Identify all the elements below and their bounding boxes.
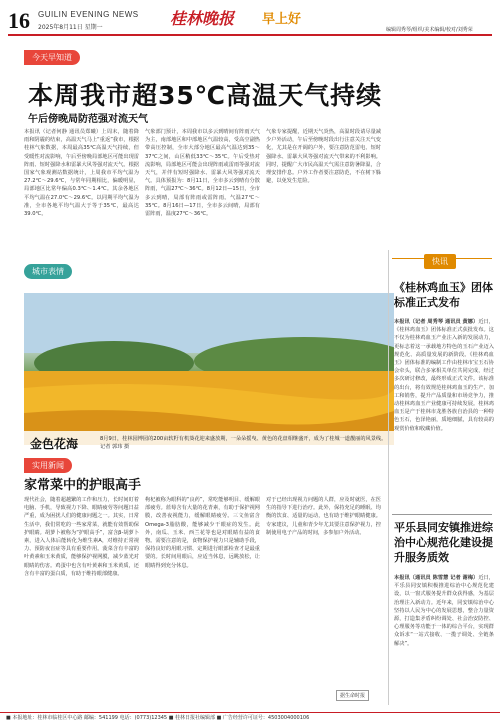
story1-byline: 本报讯（记者 周秀琴 通讯员 黄娜） [394,319,479,325]
story2-byline: 本报讯（通讯员 陈雪慧 记者 谢梅） [394,575,479,581]
article1-col3: 气象专家提醒，近期天气炎热，高温时段请尽量减少户外活动，午后至傍晚时段出行注意关注天气变化，尤其是在开阔的户外，要注意防范雷电、短时强降水、雷暴大风等强对流天气带来的不利影响。同时，提醒广大市民高温天气需注意防暑降温，合理安排作息。户外工作者要注意防范，不在树下躲避，以免发生危险。 [266,129,381,185]
headline: 本周我市超35℃高温天气持续 [28,81,383,110]
story1-text: 近日，《桂林鸡血玉》团体标准正式获批发布。这不仅为桂林鸡血玉产业注入新的发展动力，更标志着这一承载地方特色的玉石产业迈入规范化、高质量发展的新阶段。《桂林鸡血玉》团体标准的编制工作由桂林市宝玉石协会牵头，联合多家相关单位共同完成，经过多次研讨修改，最终形成正式文件。该标准的出台，将有效规范桂林鸡血玉的生产、加工和销售，提升产品质量和市场竞争力，推动桂林鸡血玉产业健康可持续发展。桂林鸡血玉是产于桂林市龙胜各族自治县的一种特色玉石，色泽艳丽，质地细腻，具有较高的观赏价值和收藏价值。 [394,319,494,432]
story2-title: 平乐县同安镇推进综治中心规范化建设提升服务质效 [394,521,493,564]
story1-body [394,318,494,508]
photo-caption-text: 8月9日，桂林园博园的200亩软籽有机葵花迎来盛放期，一朵朵摇曳、黄色的花盘相继盛开，成为了桂城一道靓丽的风景线。 [100,436,387,442]
story-divider [392,514,492,515]
newspaper-logo: 桂林晚报 [170,9,235,28]
article2-source: 据生命时报 [336,690,369,701]
article2-title: 家常菜中的护眼高手 [24,478,142,493]
footer-text: ■ 本报地址：桂林市临桂区中心路 邮编：541199 电话：(0773)12345 ■ 桂林日报社编辑部 ■ 广告经营许可证号：4503004000106 [6,715,310,721]
section-title: 早上好 [262,12,302,27]
article2-col2: 枸杞被称为眼科的“良药”，常吃能够明目、缓解眼部疲劳。蓝莓含有大量的花青素，有助于保护视网膜，改善夜视能力，缓解眼睛疲劳。三文鱼富含Omega-3脂肪酸，能够减少干眼症的发生。此外，南瓜、玉米、西兰花等也是对眼睛有益的食物。需要注意的是，食物保护视力只是辅助手段，保持良好的用眼习惯、定期进行眼部检查才是最重要的。长时间用眼后，应适当休息，远眺放松，让眼睛得到充分休息。 [145,497,260,569]
issue-date: 2025年8月11日 星期一 [38,24,103,31]
article1-col2: 气象部门预计，本周我市以多云到晴间有阵雨天气为主，南部地区和中部地区气温较高，受高空副热带高压控制，全市大部分地区最高气温达到35～37℃之间，山区稍低33℃～35℃。午后受热对流影响，局部地区可能会出现阵雨或雷雨等强对流天气，并伴有短时强降水、雷暴大风等强对流天气。具体预报为：8月11日，全市多云到晴有分散阵雨，气温27℃～36℃。8月12日—15日，全市多云到晴，局部有阵雨或雷阵雨。气温27℃～35℃。8月16日—17日，全市多云间晴，局部有雷阵雨，温度27℃～36℃。 [145,129,260,218]
tag-city: 城市表情 [24,264,72,279]
flower-field-image [24,293,394,445]
footer [0,712,500,725]
article1-col1: 本报讯（记者何静 通讯员郑曦）上周末，随着降雨和阴霾的结束，高温天气马上“重返”我市，根据桂林气象数据，本周最高35℃高温天气持续，但受暖性对流影响，午后至傍晚局部地区可能出现雷阵雨、短时强降水和雷暴大风等强对流天气。根据国家气象观测站数据统计，上周我市平均气温为27.2℃～29.6℃，与常年同期相比，偏暖明显，局部地区比常年偏高0.3℃～1.4℃。其余各地区平均气温在27.0℃～29.6℃。以同期平均气温为准，全市各地平均气温大于等于35℃，最高达39.0℃。 [24,129,139,218]
header-rule [8,34,492,36]
article2-col1: 现代社会，随着超越繁的工作和压力，长时间盯着电脑、手机，导致视力下降、眼睛疲劳等问题日益严重，成为困扰人们的健康问题之一。其实，日常生活中，我们常吃的一些家常菜，就能有效帮助保护眼睛。胡萝卜被称为“护眼高手”，富含β-胡萝卜素，进入人体后能转化为维生素A，对维持正常视力、预防夜盲症等具有重要作用。菠菜含有丰富的叶黄素和玉米黄质，能够保护视网膜，减少蓝光对眼睛的伤害。鸡蛋中也含有叶黄素和玉米黄质，还含有丰富的蛋白质，有助于维持眼部健康。 [24,497,139,577]
photo-credit: 记者 郭玮 摄 [100,444,130,450]
story2-text: 近日，平乐县同安镇积极推进综治中心规范化建设，以一窗式服务提升群众获得感，为基层治理注入新动力。近年来，同安镇综治中心坚持以人民为中心的发展思想，整合力量资源，打造集矛盾纠纷调处、社会治安防控、心理服务等功能于一体的综合平台，实现群众诉求“一站式接收、一揽子调处、全链条解决”。 [394,575,494,647]
story2-body [394,574,494,706]
tag-today: 今天早知道 [24,50,80,65]
masthead-english: GUILIN EVENING NEWS [38,10,139,19]
subheadline: 午后傍晚局防范强对流天气 [28,114,148,125]
flower-field-photo [24,293,394,445]
photo-title: 金色花海 [30,437,79,451]
tag-flash: 快讯 [424,254,456,269]
photo-caption [100,435,390,451]
tag-news: 实用新闻 [24,458,72,473]
story1-title: 《桂林鸡血玉》团体标准正式发布 [394,281,493,309]
editor-line: 编辑周秀琴/组织/美术编辑/校对/刘秀荣 [386,27,473,33]
article2-col3: 对于已经出现视力问题的人群，应及时就医，在医生的指导下进行治疗。此外，保持充足的睡眠、均衡的饮食、适量的运动，也有助于维护眼睛健康。专家建议，儿童和青少年尤其要注意保护视力，控制使用电子产品的时间，多参加户外活动。 [266,497,381,536]
column-divider [388,250,389,705]
page-number: 16 [8,8,30,33]
